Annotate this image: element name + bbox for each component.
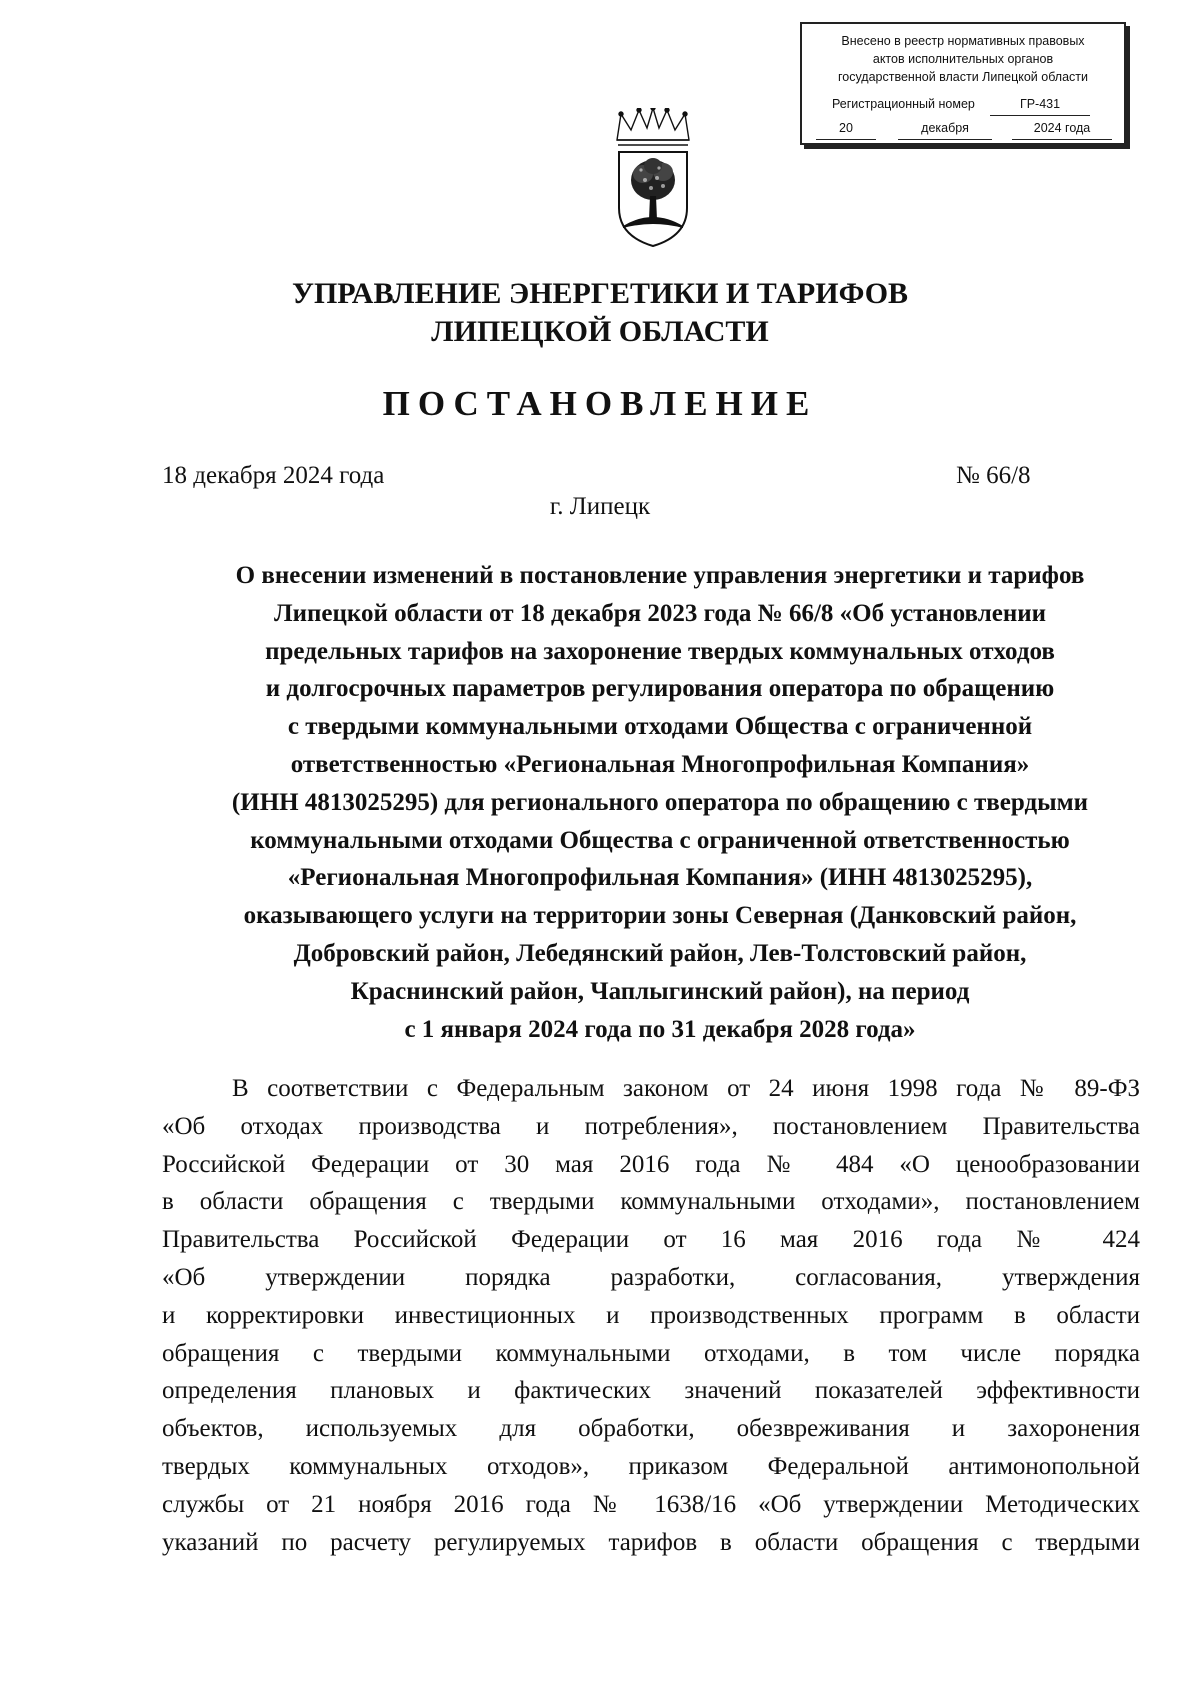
body-line: «Об утверждении порядка разработки, согласования, утверждения [162, 1263, 1140, 1291]
body-line: «Об отходах производства и потребления», постановлением Правительства [162, 1112, 1140, 1140]
stamp-line-1: Внесено в реестр нормативных правовых [841, 34, 1085, 48]
body-line: и корректировки инвестиционных и производственных программ в области [162, 1301, 1140, 1329]
body-line: службы от 21 ноября 2016 года № 1638/16 «Об утверждении Методических [162, 1490, 1140, 1518]
document-heading [160, 557, 1160, 1048]
stamp-line-3: государственной власти Липецкой области [837, 70, 1089, 84]
organization-title-line-2: ЛИПЕЦКОЙ ОБЛАСТИ [431, 315, 769, 348]
heading-line: О внесении изменений в постановление управления энергетики и тарифов [235, 562, 1085, 589]
document-date: 18 декабря 2024 года [162, 462, 385, 489]
heading-line: предельных тарифов на захоронение твердых коммунальных отходов [265, 637, 1055, 665]
stamp-reg-number: ГР-431 [990, 94, 1090, 116]
heading-line: с твердыми коммунальными отходами Общества с ограниченной [287, 713, 1033, 741]
body-line: Правительства Российской Федерации от 16 мая 2016 года № 424 [162, 1226, 1140, 1254]
stamp-reg-label: Регистрационный номер [832, 97, 975, 111]
stamp-year: 2024 года [1012, 118, 1112, 140]
heading-line: и долгосрочных параметров регулирования оператора по обращению [265, 675, 1055, 703]
organization-title [0, 275, 1200, 351]
organization-title-line-1: УПРАВЛЕНИЕ ЭНЕРГЕТИКИ И ТАРИФОВ [291, 277, 909, 310]
document-city: г. Липецк [549, 493, 651, 520]
document-number: № 66/8 [956, 462, 1031, 489]
heading-line: оказывающего услуги на территории зоны Северная (Данковский район, [243, 902, 1077, 930]
stamp-day: 20 [816, 118, 876, 140]
heading-line: Добровский район, Лебедянский район, Лев-Толстовский район, [293, 939, 1027, 967]
body-line: Российской Федерации от 30 мая 2016 года № 484 «О ценообразовании [162, 1150, 1140, 1178]
heading-line: (ИНН 4813025295) для регионального оператора по обращению с твердыми [231, 788, 1089, 816]
body-line: обращения с твердыми коммунальными отходами, в том числе порядка [162, 1339, 1140, 1367]
heading-line: «Региональная Многопрофильная Компания» (ИНН 4813025295), [287, 864, 1033, 892]
body-line: объектов, используемых для обработки, обезвреживания и захоронения [162, 1415, 1140, 1443]
body-line: определения плановых и фактических значений показателей эффективности [162, 1377, 1140, 1405]
heading-line: с 1 января 2024 года по 31 декабря 2028 года» [404, 1015, 916, 1043]
heading-line: Липецкой области от 18 декабря 2023 года № 66/8 «Об установлении [273, 599, 1047, 627]
document-type: ПОСТАНОВЛЕНИЕ [382, 384, 818, 423]
heading-line: Краснинский район, Чаплыгинский район), на период [350, 977, 970, 1005]
body-line: твердых коммунальных отходов», приказом Федеральной антимонопольной [162, 1452, 1140, 1480]
stamp-line-2: актов исполнительных органов [872, 52, 1054, 66]
body-line: в области обращения с твердыми коммунальными отходами», постановлением [162, 1188, 1140, 1216]
stamp-month: декабря [898, 118, 992, 140]
body-paragraph [162, 1070, 1140, 1561]
coat-of-arms-emblem [613, 108, 693, 248]
registry-stamp [800, 22, 1126, 145]
body-line: указаний по расчету регулируемых тарифов в области обращения с твердыми [162, 1528, 1140, 1556]
heading-line: коммунальными отходами Общества с ограниченной ответственностью [250, 826, 1070, 854]
heading-line: ответственностью «Региональная Многопрофильная Компания» [290, 750, 1030, 778]
body-line: В соответствии с Федеральным законом от 24 июня 1998 года № 89-ФЗ [232, 1075, 1140, 1102]
